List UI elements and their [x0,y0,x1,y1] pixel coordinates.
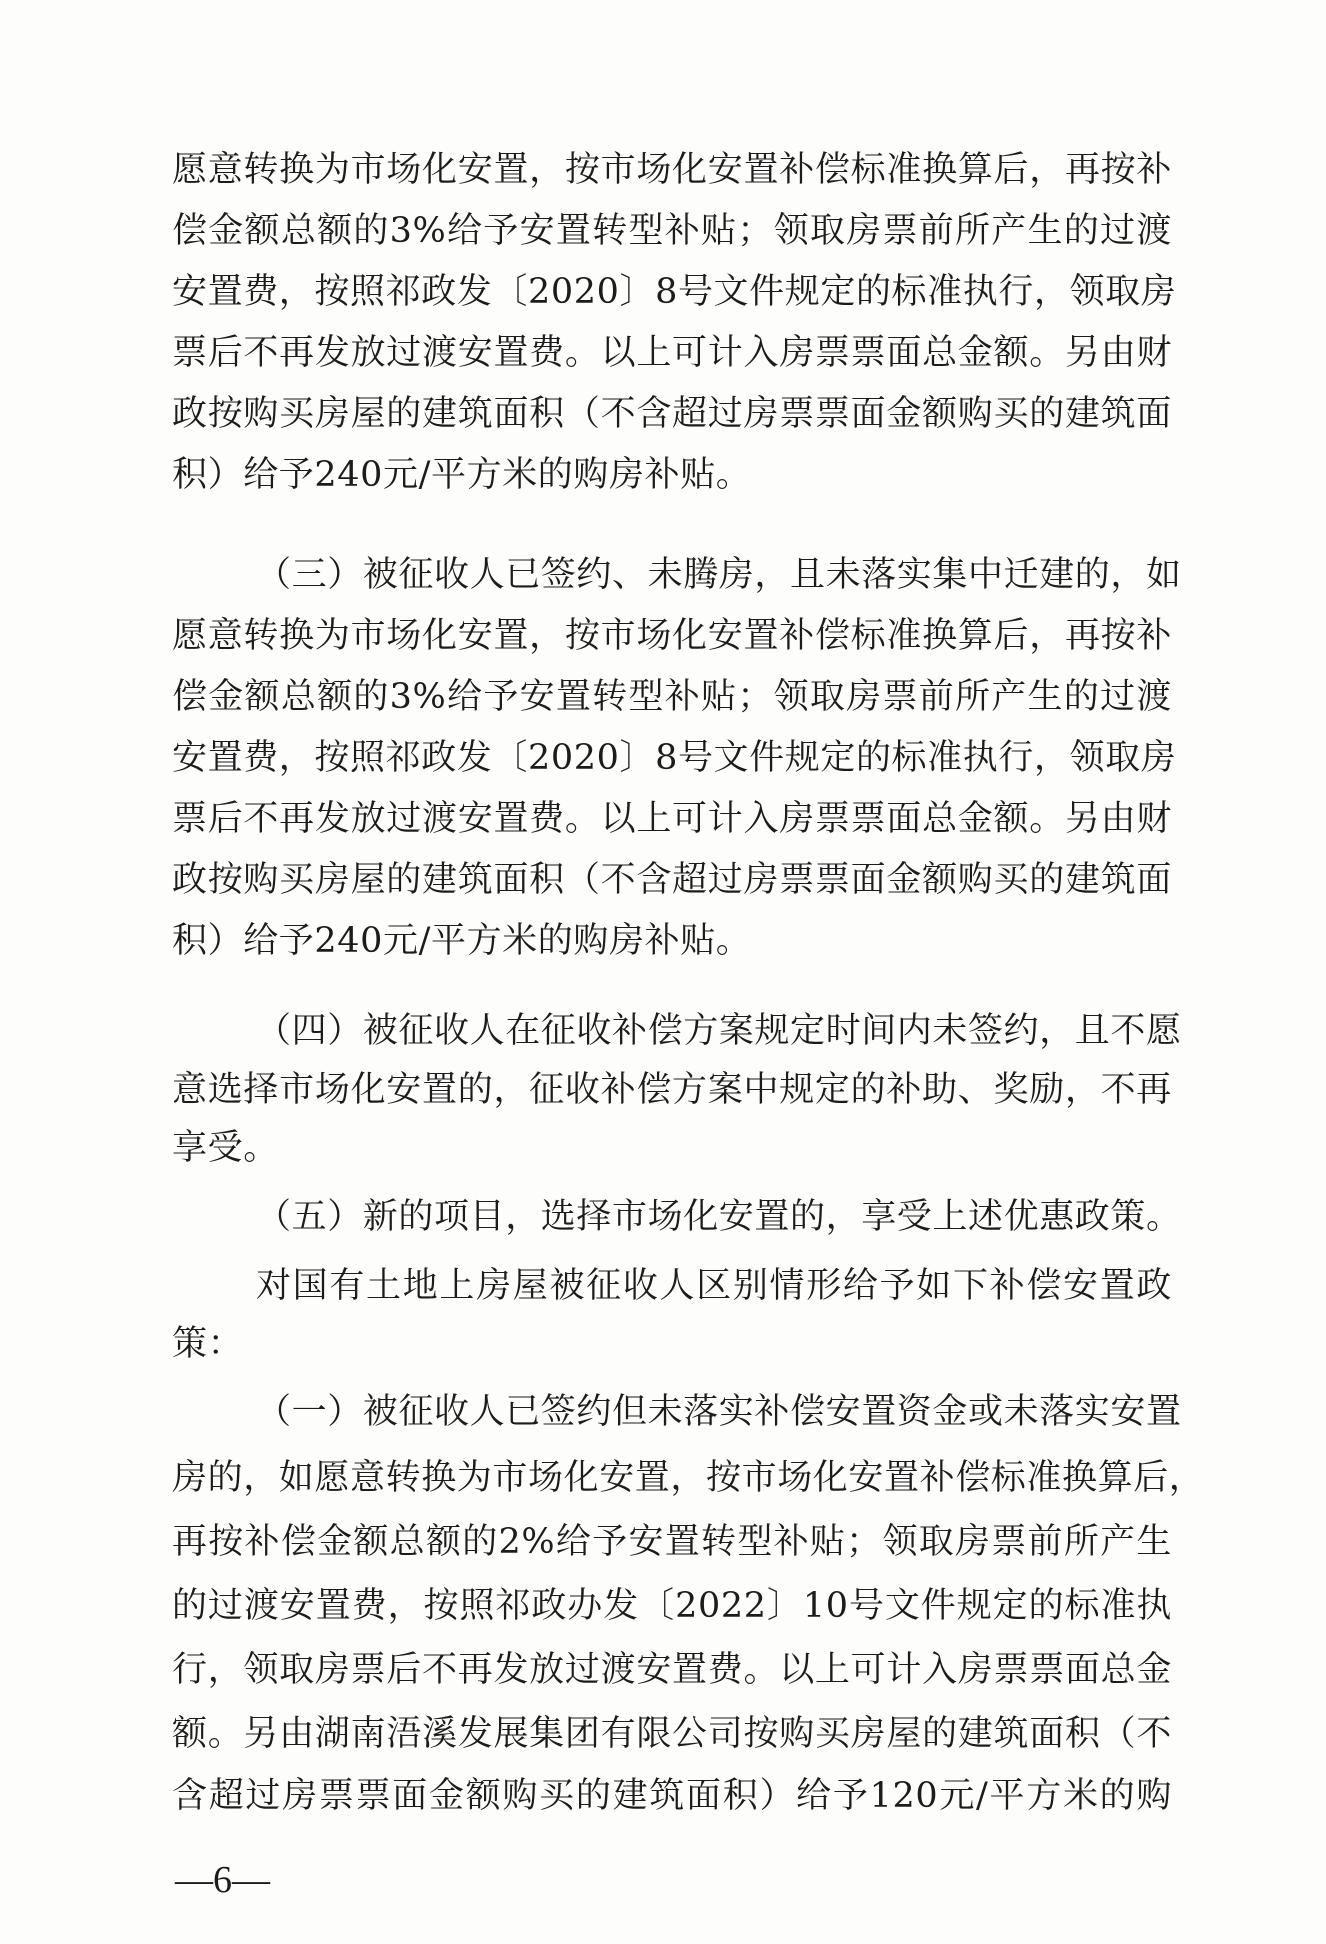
text-line: 积）给予240元/平方米的购房补贴。 [172,455,752,495]
text-line: （五）新的项目，选择市场化安置的，享受上述优惠政策。 [256,1197,1182,1237]
text-line: 政按购买房屋的建筑面积（不含超过房票票面金额购买的建筑面 [172,860,1172,900]
text-line: （三）被征收人已签约、未腾房，且未落实集中迁建的，如 [256,555,1182,595]
text-line: 偿金额总额的3%给予安置转型补贴；领取房票前所产生的过渡 [172,211,1172,251]
text-line: 房的，如愿意转换为市场化安置，按市场化安置补偿标准换算后， [172,1458,1205,1498]
text-line: 积）给予240元/平方米的购房补贴。 [172,921,752,961]
text-line: 愿意转换为市场化安置，按市场化安置补偿标准换算后，再按补 [172,616,1172,656]
text-line: 安置费，按照祁政发〔2020〕8号文件规定的标准执行，领取房 [172,272,1177,312]
text-line: 票后不再发放过渡安置费。以上可计入房票票面总金额。另由财 [172,799,1172,839]
text-line: （四）被征收人在征收补偿方案规定时间内未签约，且不愿 [256,1011,1182,1051]
text-line: 策： [172,1324,244,1364]
text-line: 愿意转换为市场化安置，按市场化安置补偿标准换算后，再按补 [172,150,1172,190]
text-line: 安置费，按照祁政发〔2020〕8号文件规定的标准执行，领取房 [172,738,1177,778]
text-line: 政按购买房屋的建筑面积（不含超过房票票面金额购买的建筑面 [172,394,1172,434]
page-number: —6— [175,1859,270,1901]
text-line: 的过渡安置费，按照祁政办发〔2022〕10号文件规定的标准执 [172,1586,1172,1626]
text-line: 对国有土地上房屋被征收人区别情形给予如下补偿安置政 [256,1266,1172,1306]
text-line: 行，领取房票后不再发放过渡安置费。以上可计入房票票面总金 [172,1650,1172,1690]
text-line: 偿金额总额的3%给予安置转型补贴；领取房票前所产生的过渡 [172,677,1172,717]
text-line: 再按补偿金额总额的2%给予安置转型补贴；领取房票前所产生 [172,1522,1172,1562]
text-line: （一）被征收人已签约但未落实补偿安置资金或未落实安置 [256,1392,1182,1432]
text-line: 额。另由湖南浯溪发展集团有限公司按购买房屋的建筑面积（不 [172,1714,1172,1754]
text-line: 享受。 [172,1128,279,1168]
text-line: 票后不再发放过渡安置费。以上可计入房票票面总金额。另由财 [172,333,1172,373]
text-line: 意选择市场化安置的，征收补偿方案中规定的补助、奖励，不再 [172,1070,1172,1110]
text-line: 含超过房票票面金额购买的建筑面积）给予120元/平方米的购 [172,1776,1172,1816]
